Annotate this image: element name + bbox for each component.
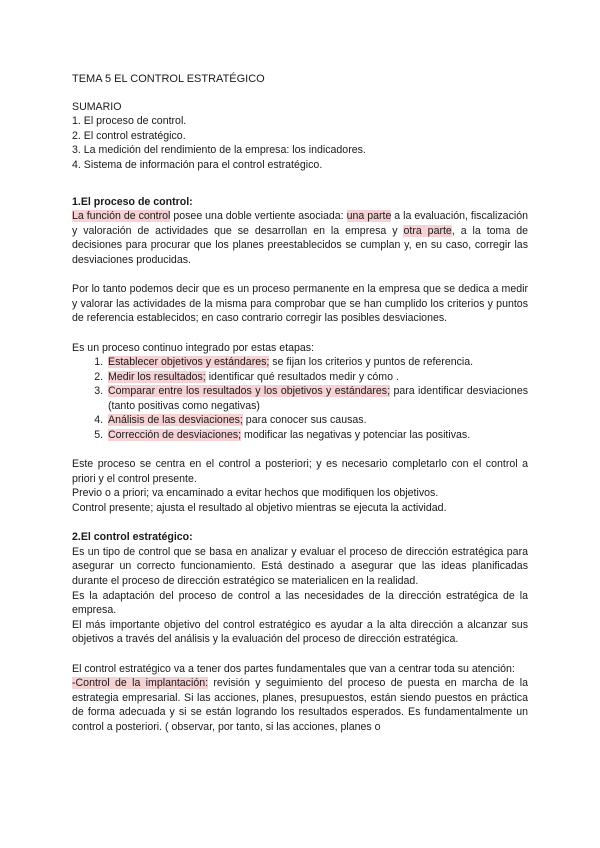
list-item [106, 428, 528, 443]
body-text: para conocer sus causas. [242, 414, 367, 427]
section-1-paragraph-6: Control presente; ajusta el resultado al objetivo mientras se ejecuta la actividad. [72, 502, 447, 515]
highlight-text: Corrección de desviaciones; [108, 429, 242, 442]
section-2-paragraph-4: El control estratégico va a tener dos partes fundamentales que van a centrar toda su atención: [72, 662, 515, 675]
highlight-text: Medir los resultados; [108, 370, 206, 383]
summary-item: 3. La medición del rendimiento de la empresa: los indicadores. [72, 144, 366, 157]
body-text: posee una doble vertiente asociada: [170, 210, 347, 223]
highlight-text: otra parte [403, 224, 452, 237]
list-item [106, 355, 528, 370]
body-text: a la evaluación, fiscalización y valoración de actividades que se desarrollan en la empresa y [72, 210, 529, 237]
summary-item: 4. Sistema de información para el control estratégico. [72, 158, 323, 171]
summary-block [72, 100, 528, 173]
section-1-paragraph-3: Es un proceso continuo integrado por estas etapas: [72, 341, 315, 354]
section-2-paragraph-3: El más importante objetivo del control estratégico es ayudar a la alta dirección a alcanzar sus objetivos a través del análisis y la evaluación del proceso de dirección estratégica. [72, 618, 528, 646]
document-page [72, 72, 528, 735]
section-1-paragraph-1 [72, 209, 528, 267]
body-text: , a la toma de decisiones para procurar que los planes preestablecidos se cumplan y, en su caso, corregir las desviaciones producidas. [72, 224, 528, 266]
section-1-paragraph-2: Por lo tanto podemos decir que es un proceso permanente en la empresa que se dedica a medir y valorar las actividades de la misma para comprobar que se han cumplido los criterios y puntos de referencia establecidos; en caso contrario corregir las posibles desviaciones. [72, 283, 528, 325]
summary-item: 1. El proceso de control. [72, 115, 187, 128]
highlight-text: La función de control [72, 210, 171, 223]
highlight-text: -Control de la implantación: [72, 677, 209, 690]
highlight-text: Análisis de las desviaciones; [108, 414, 243, 427]
section-1-paragraph-4: Este proceso se centra en el control a posteriori; y es necesario completarlo con el control a priori y el control presente. [72, 458, 528, 485]
highlight-text: Comparar entre los resultados y los objetivos y estándares; [108, 385, 391, 398]
document-title: TEMA 5 EL CONTROL ESTRATÉGICO [72, 73, 265, 85]
section-2-paragraph-2: Es la adaptación del proceso de control a las necesidades de la dirección estratégica de la empresa. [72, 589, 528, 617]
body-text: modificar las negativas y potenciar las positivas. [241, 429, 471, 442]
stages-list [72, 355, 528, 443]
list-item [106, 370, 528, 385]
list-item [106, 413, 528, 428]
highlight-text: una parte [346, 210, 392, 223]
highlight-text: Establecer objetivos y estándares; [108, 356, 270, 369]
list-item [106, 384, 528, 413]
body-text: se fijan los criterios y puntos de referencia. [269, 356, 474, 369]
section-2-paragraph-1: Es un tipo de control que se basa en analizar y evaluar el proceso de dirección estratégica para asegurar un correcto funcionamiento. Está destinado a asegurar que las ideas planificadas durante el proceso de dirección estratégico se materialicen en la realidad. [72, 545, 528, 587]
section-2-heading: 2.El control estratégico: [72, 531, 193, 544]
body-text: identificar qué resultados medir y cómo . [205, 370, 399, 383]
summary-heading: SUMARIO [72, 100, 122, 113]
section-2-paragraph-5 [72, 676, 528, 734]
body-text: revisión y seguimiento del proceso de puesta en marcha de la estrategia empresarial. Si las acciones, planes, presupuestos, están siendo puestos en práctica de forma adecuada y si se están logrando los resultados esperados. Es fundamentalmente un control a posteriori. ( observar, por tanto, si las acciones, planes o [72, 677, 528, 733]
section-1-heading: 1.El proceso de control: [72, 195, 193, 208]
section-1-paragraph-5: Previo o a priori; va encaminado a evitar hechos que modifiquen los objetivos. [72, 487, 439, 500]
body-text: para identificar desviaciones (tanto positivas como negativas) [108, 385, 529, 412]
summary-item: 2. El control estratégico. [72, 129, 186, 142]
